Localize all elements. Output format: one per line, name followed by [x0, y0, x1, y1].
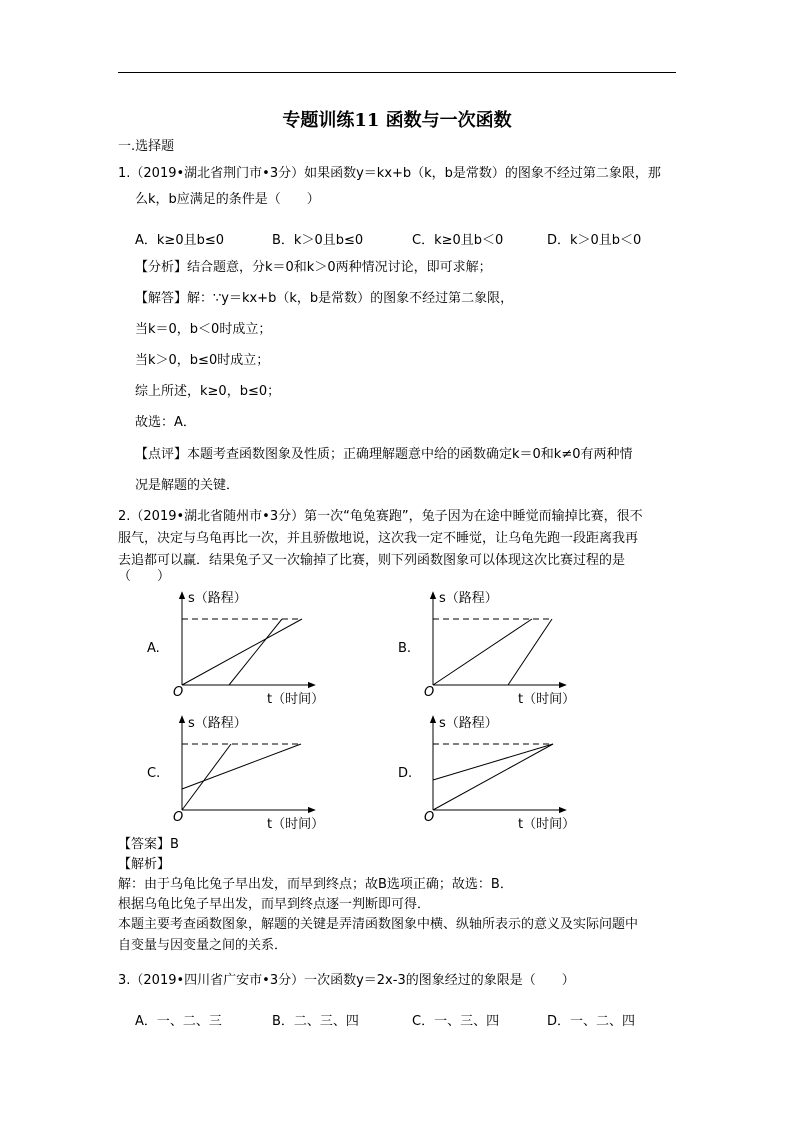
x-axis-label: t（时间）	[267, 692, 325, 707]
q1-case1: 当k＝0，b＜0时成立；	[135, 322, 272, 337]
y-axis-label: s（路程）	[439, 716, 498, 731]
q2-stem-line3: 去追都可以赢．结果兔子又一次输掉了比赛，则下列函数图象可以体现这次比赛过程的是	[118, 553, 626, 568]
graph-label-d: D.	[398, 766, 413, 781]
y-axis-label: s（路程）	[439, 591, 498, 606]
origin-label: O	[424, 685, 435, 700]
q1-option-d: D．k＞0且b＜0	[547, 233, 642, 248]
y-axis-label: s（路程）	[188, 591, 247, 606]
q3-option-c: C．一、三、四	[412, 1014, 500, 1029]
q2-explain-2: 根据乌龟比兔子早出发，而早到终点逐一判断即可得．	[118, 897, 431, 912]
section-heading: 一.选择题	[118, 139, 175, 154]
x-axis-label: t（时间）	[518, 817, 576, 832]
graph-label-c: C.	[147, 766, 161, 781]
q2-explain-3: 本题主要考查函数图象，解题的关键是弄清函数图象中横、纵轴所表示的意义及实际问题中	[118, 917, 639, 932]
q3-stem: 3.（2019•四川省广安市•3分）一次函数y＝2x-3的图象经过的象限是（ ）	[118, 973, 575, 988]
q1-choice: 故选：A．	[135, 415, 196, 430]
q1-analysis: 【分析】结合题意，分k＝0和k＞0两种情况讨论，即可求解；	[135, 260, 492, 275]
q1-option-a: A．k≥0且b≤0	[135, 233, 225, 248]
q2-stem-line4: （ ）	[118, 569, 171, 584]
q3-option-a: A．一、二、三	[135, 1014, 222, 1029]
origin-label: O	[173, 685, 184, 700]
q1-comment: 【点评】本题考查函数图象及性质；正确理解题意中给的函数确定k＝0和k≠0有两种情	[135, 447, 633, 462]
q1-stem: 1.（2019•湖北省荆门市•3分）如果函数y＝kx+b（k，b是常数）的图象不经过第二象限，那	[118, 166, 661, 181]
origin-label: O	[173, 810, 184, 825]
q2-explain-4: 自变量与因变量之间的关系．	[118, 938, 288, 953]
q1-option-c: C．k≥0且b＜0	[412, 233, 504, 248]
x-axis-label: t（时间）	[267, 817, 325, 832]
y-axis-label: s（路程）	[188, 716, 247, 731]
q3-option-d: D．一、二、四	[547, 1014, 636, 1029]
q1-stem-cont: 么k，b应满足的条件是（ ）	[135, 192, 320, 207]
origin-label: O	[424, 810, 435, 825]
q2-explain-heading: 【解析】	[118, 857, 171, 872]
q1-solution: 【解答】解：∵y＝kx+b（k，b是常数）的图象不经过第二象限，	[135, 291, 514, 306]
graph-label-a: A.	[147, 641, 160, 656]
q2-explain-1: 解：由于乌龟比兔子早出发，而早到终点；故B选项正确；故选：B．	[118, 877, 513, 892]
q2-stem-line2: 服气，决定与乌龟再比一次，并且骄傲地说，这次我一定不睡觉，让乌龟先跑一段距离我再	[118, 531, 639, 546]
q2-answer: 【答案】B	[118, 837, 179, 852]
q1-comment-cont: 况是解题的关键．	[135, 478, 240, 493]
q3-option-b: B．二、三、四	[272, 1014, 359, 1029]
q1-case2: 当k＞0，b≤0时成立；	[135, 353, 270, 368]
q1-option-b: B．k＞0且b≤0	[272, 233, 364, 248]
graph-label-b: B.	[398, 641, 412, 656]
x-axis-label: t（时间）	[518, 692, 576, 707]
q1-summary: 综上所述，k≥0，b≤0；	[135, 384, 281, 399]
page-title: 专题训练11 函数与一次函数	[282, 110, 512, 131]
q2-stem: 2.（2019•湖北省随州市•3分）第一次“龟兔赛跑”，兔子因为在途中睡觉而输掉比赛，很不	[118, 509, 643, 524]
